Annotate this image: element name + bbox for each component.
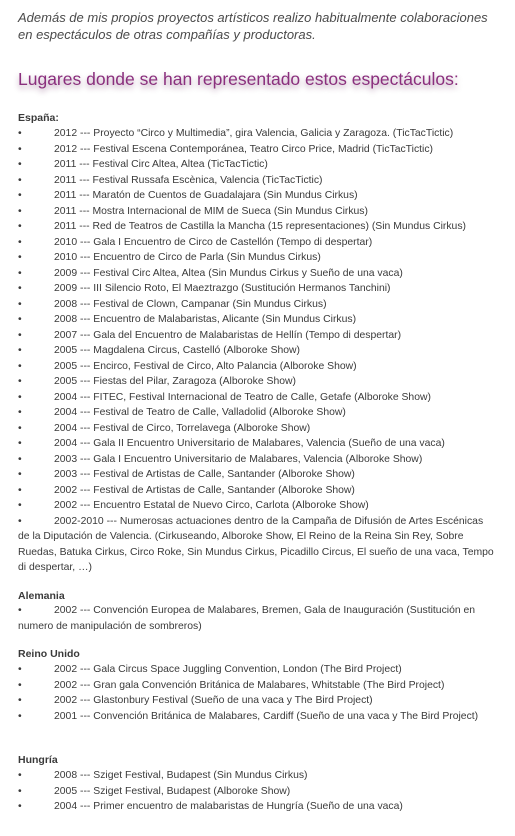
- entry-text: 2007 --- Gala del Encuentro de Malabaristas de Hellín (Tempo di despertar): [54, 329, 402, 341]
- entry-text: 2011 --- Red de Teatros de Castilla la Mancha (15 representaciones) (Sin Mundus Cirkus): [54, 221, 466, 232]
- entry-text: 2005 --- Magdalena Circus, Castelló (Alboroke Show): [54, 345, 301, 356]
- list-item: [18, 374, 496, 390]
- entries-germany: [18, 603, 496, 634]
- entries-uk: [18, 662, 496, 724]
- entry-text: 2002 --- Glastonbury Festival (Sueño de una vaca y The Bird Project): [54, 695, 373, 706]
- list-item: [18, 498, 496, 514]
- list-item: [18, 235, 496, 251]
- entry-text: 2004 --- Festival de Teatro de Calle, Valladolid (Alboroke Show): [54, 407, 346, 418]
- bullet-icon: •: [18, 360, 22, 372]
- bullet-icon: •: [18, 221, 22, 232]
- entries-spain: [18, 126, 496, 576]
- bullet-icon: •: [18, 314, 22, 325]
- list-item: [18, 603, 496, 634]
- list-item: [18, 436, 496, 452]
- list-item: [18, 693, 496, 709]
- bullet-icon: •: [18, 267, 22, 279]
- list-item: [18, 266, 496, 282]
- list-item: [18, 483, 496, 499]
- entry-text: 2004 --- Gala II Encuentro Universitario de Malabares, Valencia (Sueño de una vaca): [54, 438, 445, 449]
- country-heading-germany: Alemania: [18, 590, 65, 602]
- entry-text: 2011 --- Maratón de Cuentos de Guadalajara (Sin Mundus Cirkus): [54, 190, 358, 201]
- entry-text: 2001 --- Convención Británica de Malabares, Cardiff (Sueño de una vaca y The Bird Project): [54, 710, 479, 722]
- bullet-icon: •: [18, 205, 22, 217]
- entry-text: 2005 --- Sziget Festival, Budapest (Alboroke Show): [54, 785, 291, 797]
- entry-text: 2002 --- Convención Europea de Malabares, Bremen, Gala de Inauguración (Sustitución en numero de manipulación de sombreros): [18, 605, 476, 632]
- list-item: [18, 126, 496, 142]
- bullet-icon: •: [18, 438, 22, 449]
- bullet-icon: •: [18, 174, 22, 186]
- list-item: [18, 250, 496, 266]
- entry-text: 2009 --- Festival Circ Altea, Altea (Sin Mundus Cirkus y Sueño de una vaca): [54, 267, 403, 279]
- list-item: [18, 297, 496, 313]
- bullet-icon: •: [18, 329, 22, 341]
- entry-text: 2002 --- Festival de Artistas de Calle, Santander (Alboroke Show): [54, 484, 355, 496]
- entry-text: 2002 --- Gala Circus Space Juggling Convention, London (The Bird Project): [54, 664, 402, 675]
- entry-text: 2004 --- Festival de Circo, Torrelavega (Alboroke Show): [54, 422, 311, 434]
- bullet-icon: •: [18, 801, 22, 812]
- intro-text: Además de mis propios proyectos artísticos realizo habitualmente colaboraciones en espectáculos de otras compañías y productoras.: [18, 10, 488, 42]
- entry-text: 2003 --- Festival de Artistas de Calle, Santander (Alboroke Show): [54, 469, 355, 480]
- bullet-icon: •: [18, 407, 22, 418]
- list-item: [18, 281, 496, 297]
- bullet-icon: •: [18, 515, 22, 527]
- list-item: [18, 467, 496, 483]
- bullet-icon: •: [18, 422, 22, 434]
- entry-text: 2010 --- Gala I Encuentro de Circo de Castellón (Tempo di despertar): [54, 236, 373, 248]
- list-item: [18, 784, 496, 800]
- country-heading-spain: España:: [18, 112, 59, 124]
- bullet-icon: •: [18, 664, 22, 675]
- bullet-icon: •: [18, 770, 22, 781]
- entry-text: 2008 --- Encuentro de Malabaristas, Alicante (Sin Mundus Cirkus): [54, 314, 357, 325]
- bullet-icon: •: [18, 252, 22, 263]
- list-item: [18, 142, 496, 158]
- country-heading-uk: Reino Unido: [18, 648, 80, 660]
- list-item: [18, 514, 496, 576]
- list-item: [18, 799, 496, 815]
- bullet-icon: •: [18, 236, 22, 248]
- country-heading-hungary: Hungría: [18, 754, 58, 766]
- bullet-icon: •: [18, 679, 22, 691]
- entry-text: 2011 --- Festival Russafa Escènica, Valencia (TicTacTictic): [54, 174, 323, 186]
- bullet-icon: •: [18, 710, 22, 722]
- entry-text: 2005 --- Fiestas del Pilar, Zaragoza (Alboroke Show): [54, 376, 296, 387]
- section-heading: Lugares donde se han representado estos espectáculos:: [18, 69, 459, 89]
- list-item: [18, 204, 496, 220]
- bullet-icon: •: [18, 391, 22, 403]
- list-item: [18, 709, 496, 725]
- bullet-icon: •: [18, 190, 22, 201]
- list-item: [18, 452, 496, 468]
- list-item: [18, 328, 496, 344]
- entry-text: 2004 --- Primer encuentro de malabaristas de Hungría (Sueño de una vaca): [54, 801, 403, 812]
- list-item: [18, 768, 496, 784]
- entry-text: 2002 --- Gran gala Convención Británica de Malabares, Whitstable (The Bird Project): [54, 679, 445, 691]
- entry-text: 2005 --- Encirco, Festival de Circo, Alto Palancia (Alboroke Show): [54, 360, 357, 372]
- entry-text: 2008 --- Sziget Festival, Budapest (Sin Mundus Cirkus): [54, 770, 308, 781]
- bullet-icon: •: [18, 605, 22, 616]
- list-item: [18, 219, 496, 235]
- bullet-icon: •: [18, 484, 22, 496]
- bullet-icon: •: [18, 283, 22, 294]
- bullet-icon: •: [18, 298, 22, 310]
- entry-text: 2008 --- Festival de Clown, Campanar (Sin Mundus Cirkus): [54, 298, 327, 310]
- entry-text: 2002 --- Encuentro Estatal de Nuevo Circo, Carlota (Alboroke Show): [54, 500, 369, 511]
- list-item: [18, 678, 496, 694]
- list-item: [18, 312, 496, 328]
- list-item: [18, 390, 496, 406]
- entry-text: 2012 --- Proyecto “Circo y Multimedia”, gira Valencia, Galicia y Zaragoza. (TicTacTictic): [54, 128, 454, 139]
- bullet-icon: •: [18, 469, 22, 480]
- entry-text: 2009 --- III Silencio Roto, El Maeztrazgo (Sustitución Hermanos Tanchini): [54, 283, 391, 294]
- list-item: [18, 421, 496, 437]
- entries-hungary: [18, 768, 496, 815]
- bullet-icon: •: [18, 159, 22, 170]
- entry-text: 2011 --- Festival Circ Altea, Altea (TicTacTictic): [54, 159, 268, 170]
- entry-text: 2012 --- Festival Escena Contemporánea, Teatro Circo Price, Madrid (TicTacTictic): [54, 143, 434, 155]
- bullet-icon: •: [18, 345, 22, 356]
- entry-text: 2003 --- Gala I Encuentro Universitario de Malabares, Valencia (Alboroke Show): [54, 453, 423, 465]
- list-item: [18, 405, 496, 421]
- bullet-icon: •: [18, 143, 22, 155]
- list-item: [18, 188, 496, 204]
- bullet-icon: •: [18, 500, 22, 511]
- entry-text: 2004 --- FITEC, Festival Internacional de Teatro de Calle, Getafe (Alboroke Show): [54, 391, 431, 403]
- bullet-icon: •: [18, 695, 22, 706]
- entry-text: 2010 --- Encuentro de Circo de Parla (Sin Mundus Cirkus): [54, 252, 321, 263]
- bullet-icon: •: [18, 453, 22, 465]
- list-item: [18, 343, 496, 359]
- list-item: [18, 173, 496, 189]
- bullet-icon: •: [18, 128, 22, 139]
- list-item: [18, 662, 496, 678]
- list-item: [18, 359, 496, 375]
- entry-text: 2002-2010 --- Numerosas actuaciones dentro de la Campaña de Difusión de Artes Escénicas de la Diputación de Valencia. (Cirkuseando, Alboroke Show, El Reino de la Reina Sin Rey, Sobre Ruedas, Batuka Cirkus, Circo Roke, Sin Mundus Cirkus, Picadillo Circus, El sueño de una vaca, Tempo di despertar, …): [18, 515, 494, 573]
- bullet-icon: •: [18, 376, 22, 387]
- entry-text: 2011 --- Mostra Internacional de MIM de Sueca (Sin Mundus Cirkus): [54, 205, 368, 217]
- list-item: [18, 157, 496, 173]
- bullet-icon: •: [18, 785, 22, 797]
